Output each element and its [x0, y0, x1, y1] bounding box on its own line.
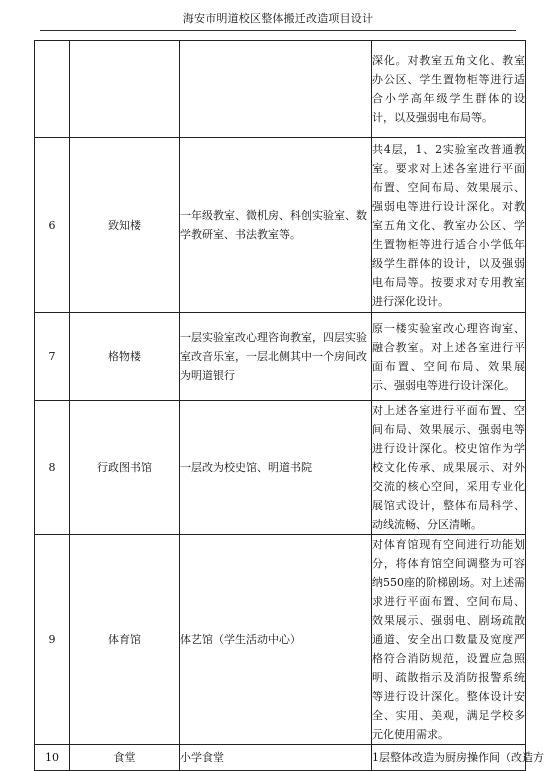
table-row: [35, 745, 526, 771]
renovation-scope: 一层实验室改心理咨询教室，四层实验室改音乐室，一层北侧其中一个房间改为明道银行: [180, 313, 372, 401]
requirements-text: 1层整体改造为厨房操作间（改造方: [372, 751, 544, 764]
renovation-scope: [180, 41, 372, 138]
building-name: 行政图书馆: [70, 401, 180, 535]
table-row: [35, 401, 526, 535]
page-header-title: 海安市明道校区整体搬迁改造项目设计: [182, 12, 374, 25]
building-name: 体育馆: [70, 535, 180, 745]
table-row: [35, 41, 526, 138]
row-number: 8: [35, 401, 70, 535]
requirements-text: 共4层，1、2实验室改普通教室。要求对上述各室进行平面布置、空间布局、效果展示、强弱电等进行设计深化。对教室五角文化、教室办公区、学生置物柜等进行适合小学低年级学生群体的设计，以及强弱电布局等。按要求对专用教室进行深化设计。: [372, 142, 525, 308]
design-requirements: [372, 313, 526, 401]
building-name: [70, 41, 180, 138]
building-name: 格物楼: [70, 313, 180, 401]
table-row: [35, 535, 526, 745]
row-number: 10: [35, 745, 70, 771]
design-requirements: [372, 401, 526, 535]
requirements-text: 对上述各室进行平面布置、空间布局、效果展示、强弱电等进行设计深化。校史馆作为学校文化传承、成果展示、对外交流的核心空间，采用专业化展馆式设计，整体布局科学、动线流畅、分区清晰。: [372, 404, 525, 531]
row-number: 9: [35, 535, 70, 745]
project-table: [34, 40, 544, 771]
building-name: 食堂: [70, 745, 180, 771]
requirements-text: 原一楼实验室改心理咨询室、融合教室。对上述各室进行平面布置、空间布局、效果展示、强弱电等进行设计深化。: [372, 321, 525, 392]
building-name: 致知楼: [70, 138, 180, 313]
header-rule: [40, 30, 516, 31]
row-number: 7: [35, 313, 70, 401]
row-number: 6: [35, 138, 70, 313]
requirements-text: 深化。对教室五角文化、教室办公区、学生置物柜等进行适合小学高年级学生群体的设计，以及强弱电布局等。: [372, 54, 525, 124]
table-row: [35, 138, 526, 313]
design-requirements: [372, 535, 526, 745]
renovation-scope: 一层改为校史馆、明道书院: [180, 401, 372, 535]
design-requirements: [372, 745, 544, 771]
design-requirements: [372, 138, 526, 313]
design-requirements: [372, 41, 526, 138]
renovation-scope: 体艺馆（学生活动中心）: [180, 535, 372, 745]
requirements-text: 对体育馆现有空间进行功能划分，将体育馆空间调整为可容纳550座的阶梯剧场。对上述需求进行平面布置、空间布局、效果展示、强弱电、剧场疏散通道、安全出口数量及宽度严格符合消防规范，设置应急照明、疏散指示及消防报警系统等进行设计深化。整体设计安全、实用、美观，满足学校多元化使用需求。: [372, 538, 525, 741]
table-row: [35, 313, 526, 401]
row-number: [35, 41, 70, 138]
renovation-scope: 一年级教室、微机房、科创实验室、数学教研室、书法教室等。: [180, 138, 372, 313]
renovation-scope: 小学食堂: [180, 745, 372, 771]
